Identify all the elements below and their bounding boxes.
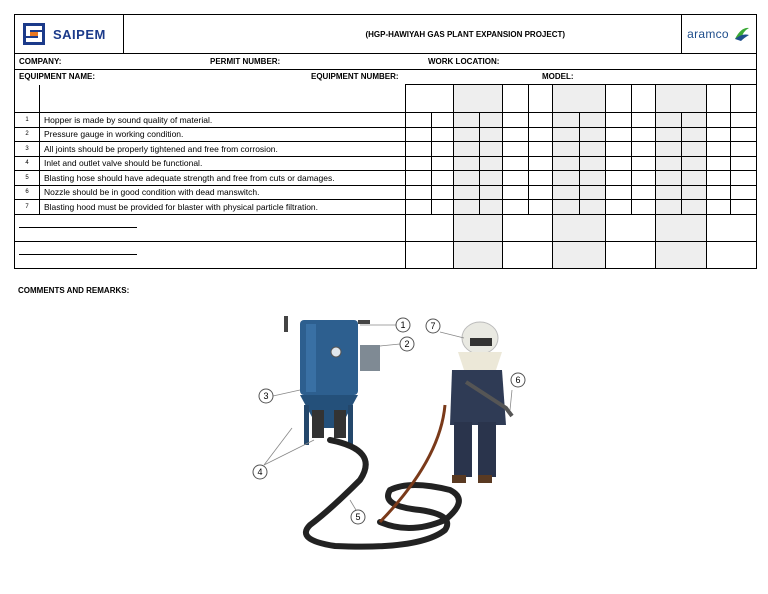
company-label: COMPANY: xyxy=(19,57,62,66)
checklist-row xyxy=(15,171,757,186)
project-title: (HGP-HAWIYAH GAS PLANT EXPANSION PROJECT) xyxy=(365,29,566,39)
check-cell[interactable] xyxy=(480,185,503,200)
svg-text:4: 4 xyxy=(257,467,263,477)
check-cell[interactable] xyxy=(406,142,432,157)
check-cell[interactable] xyxy=(454,142,480,157)
item-number: 4 xyxy=(15,156,40,171)
check-cell[interactable] xyxy=(606,142,632,157)
check-cell[interactable] xyxy=(580,127,606,142)
item-number: 2 xyxy=(15,127,40,142)
check-cell[interactable] xyxy=(553,113,580,128)
check-cell[interactable] xyxy=(707,200,731,215)
check-cell[interactable] xyxy=(632,171,656,186)
check-cell[interactable] xyxy=(503,200,529,215)
check-cell[interactable] xyxy=(529,156,553,171)
check-cell[interactable] xyxy=(731,113,757,128)
check-cell[interactable] xyxy=(406,156,432,171)
check-cell[interactable] xyxy=(656,113,682,128)
check-cell[interactable] xyxy=(529,200,553,215)
check-cell[interactable] xyxy=(553,200,580,215)
check-cell[interactable] xyxy=(707,113,731,128)
check-cell[interactable] xyxy=(707,142,731,157)
checklist-table xyxy=(14,14,757,269)
check-cell[interactable] xyxy=(553,185,580,200)
check-cell[interactable] xyxy=(432,127,454,142)
permit-number-label: PERMIT NUMBER: xyxy=(210,57,281,66)
equipment-number-label: EQUIPMENT NUMBER: xyxy=(311,72,399,81)
checklist-row xyxy=(15,156,757,171)
check-cell[interactable] xyxy=(432,156,454,171)
svg-text:3: 3 xyxy=(263,391,269,401)
check-cell[interactable] xyxy=(656,200,682,215)
check-cell[interactable] xyxy=(503,142,529,157)
check-cell[interactable] xyxy=(503,127,529,142)
check-cell[interactable] xyxy=(503,185,529,200)
check-cell[interactable] xyxy=(632,156,656,171)
check-cell[interactable] xyxy=(731,171,757,186)
item-description: Pressure gauge in working condition. xyxy=(40,127,406,142)
check-cell[interactable] xyxy=(580,156,606,171)
check-cell[interactable] xyxy=(632,127,656,142)
check-cell[interactable] xyxy=(406,185,432,200)
item-number: 5 xyxy=(15,171,40,186)
check-cell[interactable] xyxy=(731,127,757,142)
check-cell[interactable] xyxy=(731,156,757,171)
check-cell[interactable] xyxy=(682,200,707,215)
check-cell[interactable] xyxy=(503,156,529,171)
check-cell[interactable] xyxy=(529,127,553,142)
checklist-row xyxy=(15,200,757,215)
signature-line-1[interactable] xyxy=(19,227,137,228)
check-cell[interactable] xyxy=(553,171,580,186)
check-cell[interactable] xyxy=(731,142,757,157)
check-cell[interactable] xyxy=(580,171,606,186)
item-number: 6 xyxy=(15,185,40,200)
check-cell[interactable] xyxy=(606,171,632,186)
saipem-logo-icon xyxy=(23,23,45,45)
check-cell[interactable] xyxy=(606,127,632,142)
check-cell[interactable] xyxy=(606,185,632,200)
check-cell[interactable] xyxy=(529,113,553,128)
check-cell[interactable] xyxy=(480,113,503,128)
check-cell[interactable] xyxy=(632,113,656,128)
item-description: All joints should be properly tightened and free from corrosion. xyxy=(40,142,406,157)
blaster-worker xyxy=(450,322,512,483)
saipem-logo xyxy=(15,15,124,53)
saipem-logo-text: SAIPEM xyxy=(53,26,106,42)
model-label: MODEL: xyxy=(542,72,574,81)
check-cell[interactable] xyxy=(529,185,553,200)
check-cell[interactable] xyxy=(503,113,529,128)
check-cell[interactable] xyxy=(707,156,731,171)
signature-line-2[interactable] xyxy=(19,254,137,255)
check-cell[interactable] xyxy=(656,185,682,200)
checklist-row xyxy=(15,185,757,200)
pressure-gauge-icon xyxy=(331,347,341,357)
check-cell[interactable] xyxy=(454,113,480,128)
check-cell[interactable] xyxy=(480,142,503,157)
checklist-row xyxy=(15,127,757,142)
item-description: Blasting hose should have adequate strength and free from cuts or damages. xyxy=(40,171,406,186)
check-cell[interactable] xyxy=(406,113,432,128)
item-description: Blasting hood must be provided for blaster with physical particle filtration. xyxy=(40,200,406,215)
checklist-row xyxy=(15,113,757,128)
check-cell[interactable] xyxy=(580,142,606,157)
check-cell[interactable] xyxy=(406,171,432,186)
aramco-logo xyxy=(682,25,756,43)
check-cell[interactable] xyxy=(432,113,454,128)
check-cell[interactable] xyxy=(432,142,454,157)
svg-text:5: 5 xyxy=(355,512,361,522)
item-description: Hopper is made by sound quality of material. xyxy=(40,113,406,128)
svg-text:2: 2 xyxy=(404,339,410,349)
check-cell[interactable] xyxy=(480,171,503,186)
check-cell[interactable] xyxy=(707,185,731,200)
check-cell[interactable] xyxy=(656,156,682,171)
check-cell[interactable] xyxy=(656,142,682,157)
work-location-label: WORK LOCATION: xyxy=(428,57,500,66)
check-cell[interactable] xyxy=(682,185,707,200)
check-cell[interactable] xyxy=(632,142,656,157)
check-cell[interactable] xyxy=(432,200,454,215)
item-number: 3 xyxy=(15,142,40,157)
check-cell[interactable] xyxy=(580,200,606,215)
check-cell[interactable] xyxy=(553,142,580,157)
check-cell[interactable] xyxy=(553,156,580,171)
svg-text:1: 1 xyxy=(400,320,406,330)
check-cell[interactable] xyxy=(454,185,480,200)
check-cell[interactable] xyxy=(580,185,606,200)
check-cell[interactable] xyxy=(529,142,553,157)
check-cell[interactable] xyxy=(480,156,503,171)
item-number: 1 xyxy=(15,113,40,128)
check-cell[interactable] xyxy=(454,200,480,215)
check-cell[interactable] xyxy=(580,113,606,128)
check-cell[interactable] xyxy=(656,171,682,186)
check-cell[interactable] xyxy=(632,185,656,200)
svg-text:6: 6 xyxy=(515,375,521,385)
aramco-star-icon xyxy=(733,25,751,43)
check-cell[interactable] xyxy=(454,127,480,142)
check-cell[interactable] xyxy=(707,127,731,142)
check-cell[interactable] xyxy=(503,171,529,186)
aramco-logo-text: aramco xyxy=(687,27,729,41)
check-cell[interactable] xyxy=(480,127,503,142)
equipment-name-label: EQUIPMENT NAME: xyxy=(19,72,95,81)
check-cell[interactable] xyxy=(454,171,480,186)
inspection-checklist-form xyxy=(14,14,754,269)
check-cell[interactable] xyxy=(606,156,632,171)
check-cell[interactable] xyxy=(529,171,553,186)
checklist-row xyxy=(15,142,757,157)
check-cell[interactable] xyxy=(731,200,757,215)
check-cell[interactable] xyxy=(480,200,503,215)
item-number: 7 xyxy=(15,200,40,215)
check-cell[interactable] xyxy=(454,156,480,171)
check-cell[interactable] xyxy=(707,171,731,186)
check-cell[interactable] xyxy=(682,113,707,128)
check-cell[interactable] xyxy=(682,142,707,157)
check-cell[interactable] xyxy=(656,127,682,142)
sandblasting-equipment-illustration xyxy=(240,310,530,560)
check-cell[interactable] xyxy=(432,171,454,186)
check-cell[interactable] xyxy=(432,185,454,200)
blasting-hose xyxy=(306,440,459,547)
check-cell[interactable] xyxy=(682,127,707,142)
check-cell[interactable] xyxy=(406,127,432,142)
check-cell[interactable] xyxy=(682,156,707,171)
check-cell[interactable] xyxy=(682,171,707,186)
item-description: Inlet and outlet valve should be functional. xyxy=(40,156,406,171)
check-cell[interactable] xyxy=(632,200,656,215)
item-description: Nozzle should be in good condition with dead manswitch. xyxy=(40,185,406,200)
svg-text:7: 7 xyxy=(430,321,436,331)
check-cell[interactable] xyxy=(406,200,432,215)
comments-label: COMMENTS AND REMARKS: xyxy=(18,286,130,295)
check-cell[interactable] xyxy=(553,127,580,142)
check-cell[interactable] xyxy=(731,185,757,200)
check-cell[interactable] xyxy=(606,200,632,215)
check-cell[interactable] xyxy=(606,113,632,128)
